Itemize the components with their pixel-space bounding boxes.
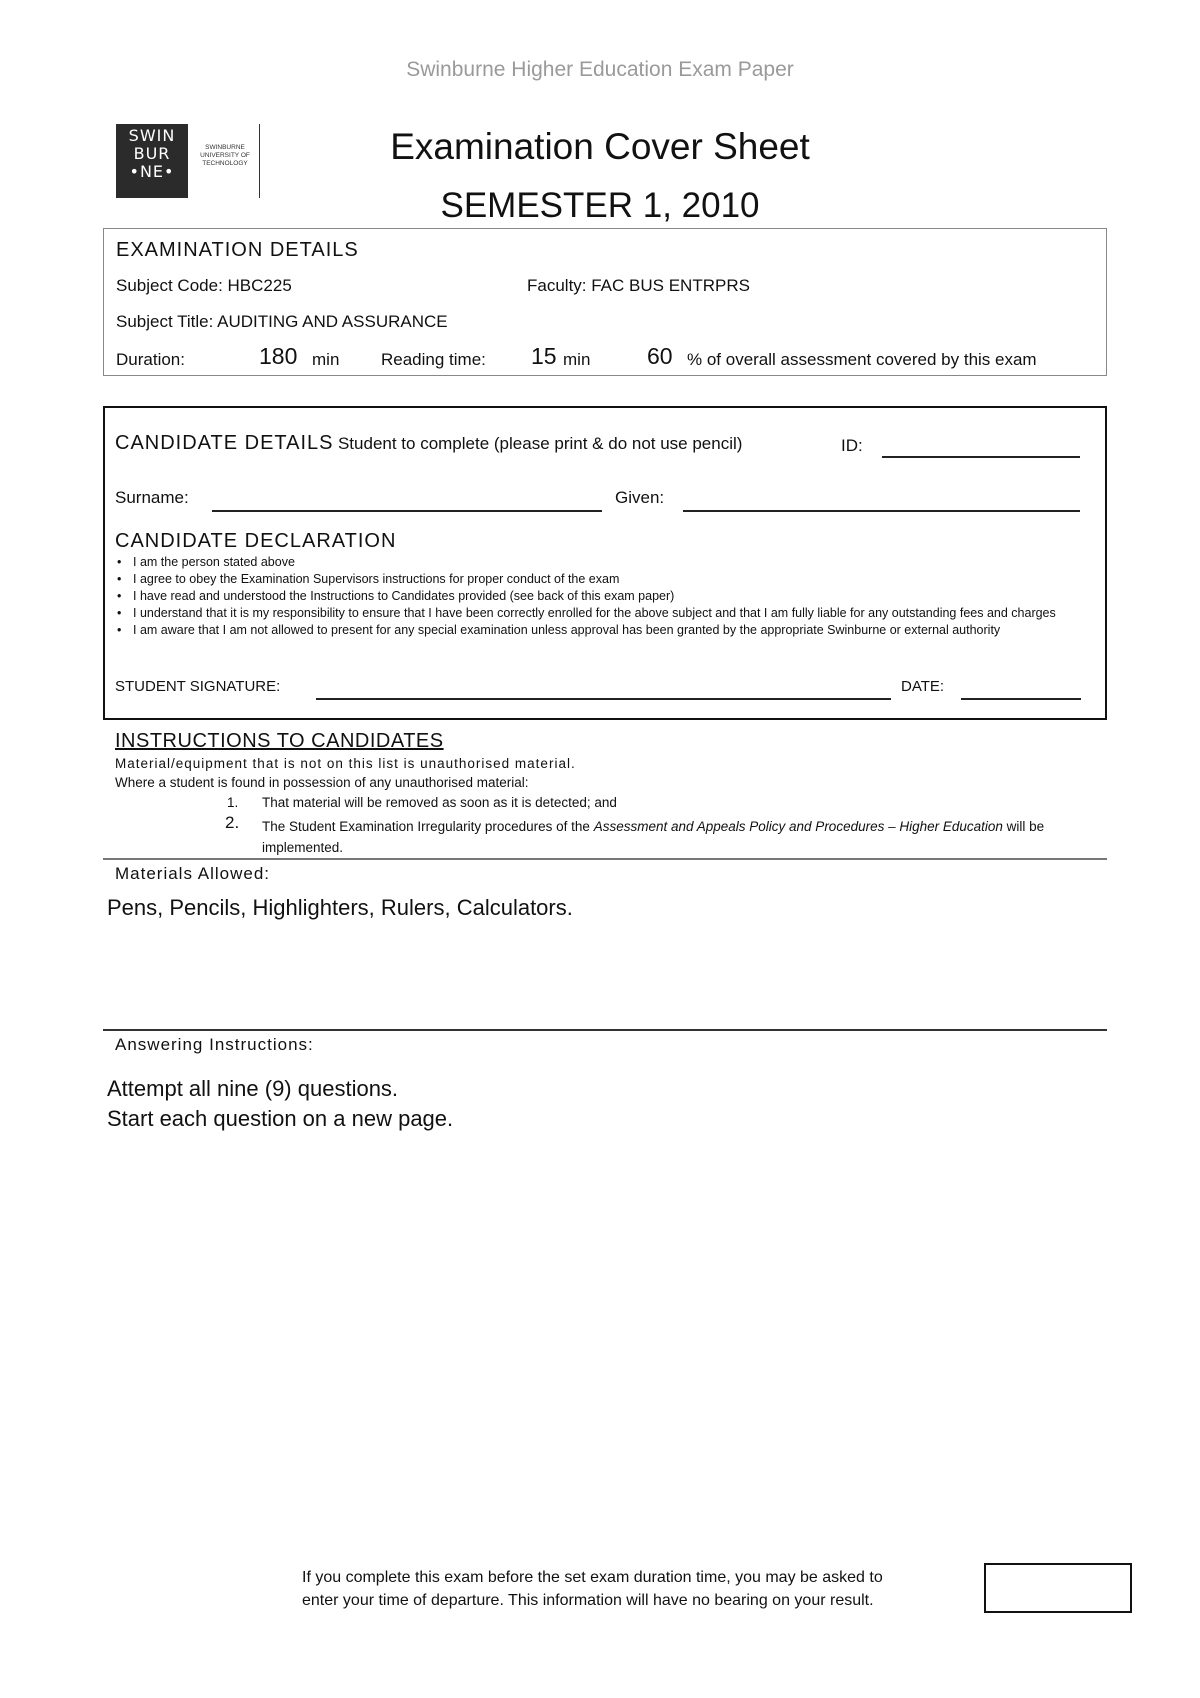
materials-allowed-label: Materials Allowed: — [115, 864, 271, 883]
date-label: DATE: — [901, 678, 945, 695]
answering-line-1: Attempt all nine (9) questions. — [107, 1076, 399, 1101]
reading-time-label: Reading time: — [381, 350, 486, 369]
logo-divider — [259, 124, 260, 198]
date-field[interactable] — [961, 698, 1081, 700]
answering-instructions-label: Answering Instructions: — [115, 1035, 314, 1054]
exam-details-heading: EXAMINATION DETAILS — [116, 239, 359, 261]
declaration-item: • I understand that it is my responsibility to ensure that I have been correctly enrolled for the above subject and that I am fully liable for any outstanding fees and charges — [115, 605, 1105, 622]
assessment-percent: 60 — [647, 343, 673, 369]
declaration-list — [115, 554, 1105, 639]
reading-time-unit: min — [563, 350, 591, 369]
instructions-line-1: Material/equipment that is not on this list is unauthorised material. — [115, 756, 576, 771]
candidate-details-note: Student to complete (please print & do not use pencil) — [337, 434, 743, 453]
declaration-item: • I have read and understood the Instructions to Candidates provided (see back of this exam paper) — [115, 588, 1105, 605]
declaration-item: • I agree to obey the Examination Supervisors instructions for proper conduct of the exam — [115, 571, 1105, 588]
logo-subtitle: SWINBURNE UNIVERSITY OF TECHNOLOGY — [200, 144, 250, 167]
candidate-details-box — [103, 406, 1107, 720]
duration-value: 180 — [259, 343, 298, 369]
instructions-item-1: That material will be removed as soon as it is detected; and — [262, 795, 617, 810]
student-signature-field[interactable] — [316, 698, 891, 700]
given-label: Given: — [615, 488, 665, 507]
departure-time-box[interactable] — [984, 1563, 1132, 1613]
id-label: ID: — [841, 436, 863, 455]
duration-unit: min — [312, 350, 340, 369]
id-field[interactable] — [882, 456, 1080, 458]
examination-details-box — [103, 228, 1107, 376]
surname-field[interactable] — [212, 510, 602, 512]
subject-title: Subject Title: AUDITING AND ASSURANCE — [116, 312, 448, 331]
faculty: Faculty: FAC BUS ENTRPRS — [527, 276, 750, 295]
instructions-item-1-number: 1. — [227, 795, 239, 810]
university-logo — [116, 124, 261, 198]
subject-code: Subject Code: HBC225 — [116, 276, 292, 295]
page-header: Swinburne Higher Education Exam Paper — [406, 58, 794, 81]
given-name-field[interactable] — [683, 510, 1080, 512]
departure-notice: If you complete this exam before the set exam duration time, you may be asked to enter your time of departure. This information will have no bearing on your result. — [302, 1569, 883, 1609]
assessment-percent-text: % of overall assessment covered by this exam — [687, 350, 1037, 369]
reading-time-value: 15 — [531, 343, 557, 369]
instructions-line-2: Where a student is found in possession of any unauthorised material: — [115, 775, 529, 790]
semester-title: SEMESTER 1, 2010 — [440, 186, 760, 225]
instructions-item-2-number: 2. — [225, 813, 240, 832]
declaration-item: • I am aware that I am not allowed to present for any special examination unless approval has been granted by the appropriate Swinburne or external authority — [115, 622, 1105, 639]
declaration-heading: CANDIDATE DECLARATION — [115, 530, 397, 552]
materials-allowed-text: Pens, Pencils, Highlighters, Rulers, Calculators. — [107, 895, 573, 920]
student-signature-label: STUDENT SIGNATURE: — [115, 678, 281, 695]
duration-label: Duration: — [116, 350, 185, 369]
answering-line-2: Start each question on a new page. — [107, 1106, 454, 1131]
surname-label: Surname: — [115, 488, 189, 507]
answering-divider — [103, 1029, 1107, 1031]
declaration-item: • I am the person stated above — [115, 554, 1105, 571]
instructions-item-2: The Student Examination Irregularity procedures of the Assessment and Appeals Policy and Procedures – Higher Education will be implemented. — [262, 819, 1045, 855]
materials-divider — [103, 858, 1107, 860]
instructions-heading: INSTRUCTIONS TO CANDIDATES — [115, 730, 444, 752]
candidate-details-heading: CANDIDATE DETAILS — [115, 432, 334, 454]
logo-mark: SWIN BUR •NE• — [116, 124, 188, 198]
page-title: Examination Cover Sheet — [390, 126, 810, 167]
